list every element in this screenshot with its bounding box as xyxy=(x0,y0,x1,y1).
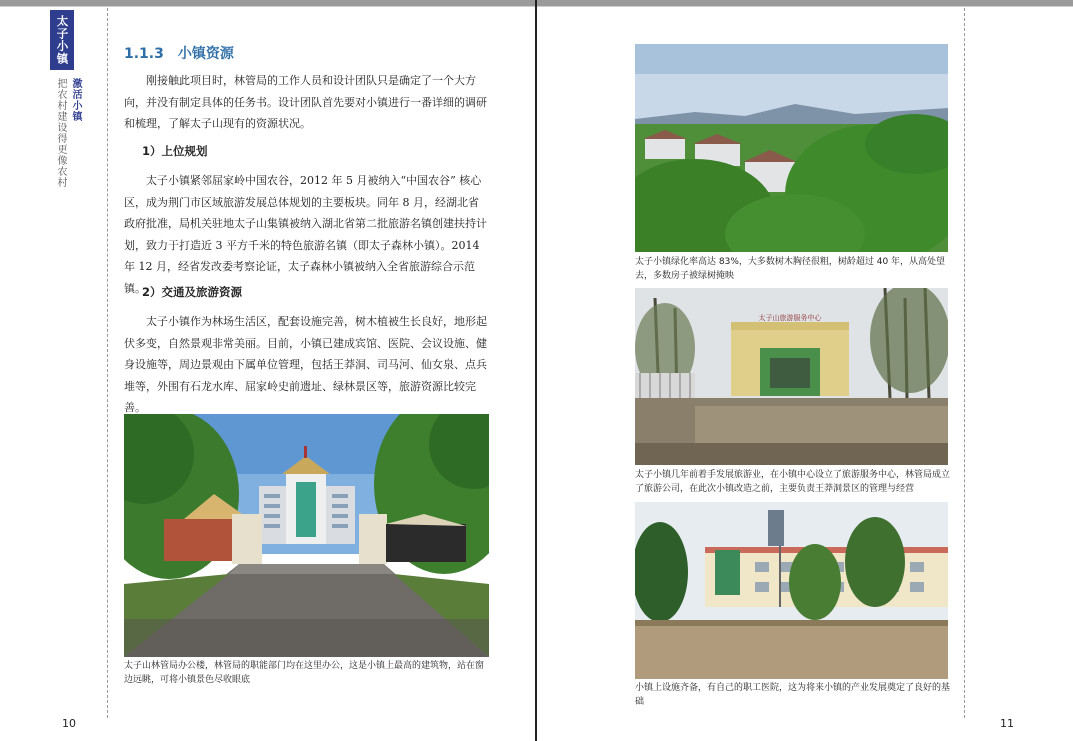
right-margin-guide xyxy=(964,8,965,718)
town-greenery-photo xyxy=(635,44,948,252)
tourism-center-sign: 太子山旅游服务中心 xyxy=(758,314,822,322)
hospital-photo xyxy=(635,502,948,679)
chapter-tagline: 把农村建设得更像农村 xyxy=(55,78,66,188)
office-building-photo xyxy=(124,414,489,657)
tourism-caption: 太子小镇几年前着手发展旅游业，在小镇中心设立了旅游服务中心，林管局成立了旅游公司，在此次小镇改造之前，主要负责王莽洞景区的管理与经营 xyxy=(635,470,951,494)
transport-paragraph: 太子小镇作为林场生活区，配套设施完善，树木植被生长良好，地形起伏多变，自然景观非常美丽。目前，小镇已建成宾馆、医院、会议设施、健身设施等，周边景观由下属单位管理，包括王莽洞、司马河、仙女泉、点兵堆等，外围有石龙水库、屈家岭史前遗址、绿林景区等，旅游资源比较完善。 xyxy=(124,315,487,414)
hospital-caption: 小镇上设施齐备，有自己的职工医院，这为将来小镇的产业发展奠定了良好的基础 xyxy=(635,683,951,707)
page-number-right: 11 xyxy=(1000,717,1014,730)
tourism-center-photo xyxy=(635,288,948,465)
planning-paragraph: 太子小镇紧邻屈家岭中国农谷，2012 年 5 月被纳入“中国农谷” 核心区，成为荆门市区域旅游发展总体规划的主要板块。同年 8 月，经湖北省政府批准，局机关驻地太子山集镇被纳入湖北省第二批旅游名镇创建扶持计划，致力于打造近 3 平方千米的特色旅游名镇（即太子森林小镇）。2014 年 12 月，经省发改委考察论证，太子森林小镇被纳入全省旅游综合示范镇。 xyxy=(124,174,487,295)
book-spine xyxy=(535,0,537,741)
intro-paragraph: 刚接触此项目时，林管局的工作人员和设计团队只是确定了一个大方向，并没有制定具体的任务书。设计团队首先要对小镇进行一番详细的调研和梳理，了解太子山现有的资源状况。 xyxy=(124,74,487,130)
section-title: 1.1.3 小镇资源 xyxy=(124,46,234,62)
chapter-subtitle: 激活小镇 xyxy=(70,78,81,122)
left-margin-guide xyxy=(107,8,108,718)
page-number-left: 10 xyxy=(62,717,76,730)
chapter-tab: 太子小镇 xyxy=(50,10,74,70)
heading-transport: 2）交通及旅游资源 xyxy=(142,285,243,299)
office-photo-caption: 太子山林管局办公楼，林管局的职能部门均在这里办公，这是小镇上最高的建筑物，站在窗边远眺，可将小镇景色尽收眼底 xyxy=(124,661,485,685)
greenery-caption: 太子小镇绿化率高达 83%，大多数树木胸径很粗，树龄超过 40 年，从高处望去，多数房子被绿树掩映 xyxy=(635,257,946,281)
heading-planning: 1）上位规划 xyxy=(142,144,208,158)
